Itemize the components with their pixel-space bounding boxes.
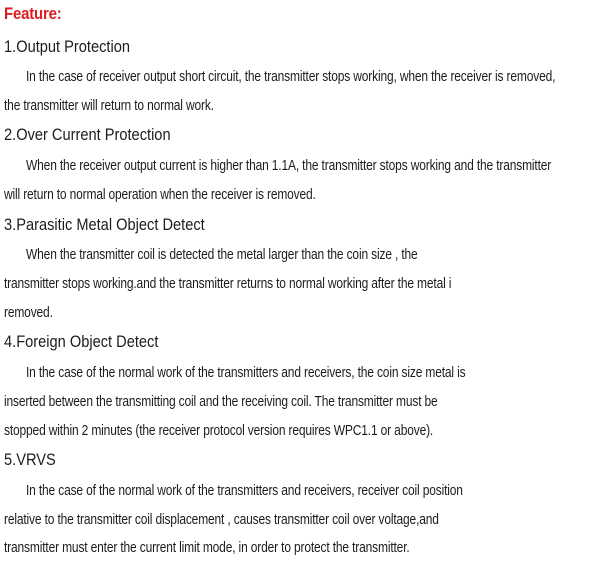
section-line: transmitter must enter the current limit mode, in order to protect the transmitter. bbox=[4, 539, 410, 556]
section-heading-output-protection: 1.Output Protection bbox=[4, 37, 130, 56]
section-line: stopped within 2 minutes (the receiver protocol version requires WPC1.1 or above). bbox=[4, 422, 434, 439]
section-line: the transmitter will return to normal work. bbox=[4, 97, 214, 114]
section-line: In the case of the normal work of the transmitters and receivers, receiver coil position bbox=[26, 482, 463, 499]
section-line: removed. bbox=[4, 304, 53, 321]
section-line: In the case of the normal work of the transmitters and receivers, the coin size metal is bbox=[26, 364, 466, 381]
feature-title: Feature: bbox=[4, 4, 62, 23]
section-heading-parasitic-metal-object-detect: 3.Parasitic Metal Object Detect bbox=[4, 215, 205, 234]
section-line: transmitter stops working.and the transmitter returns to normal working after the metal i bbox=[4, 275, 452, 292]
section-line: will return to normal operation when the receiver is removed. bbox=[4, 186, 316, 203]
section-line: In the case of receiver output short circuit, the transmitter stops working, when the receiver is removed, bbox=[26, 68, 556, 85]
section-heading-vrvs: 5.VRVS bbox=[4, 450, 56, 469]
section-line: When the transmitter coil is detected the metal larger than the coin size , the bbox=[26, 246, 418, 263]
section-line: relative to the transmitter coil displacement , causes transmitter coil over voltage,and bbox=[4, 511, 439, 528]
section-heading-foreign-object-detect: 4.Foreign Object Detect bbox=[4, 332, 159, 351]
section-heading-over-current-protection: 2.Over Current Protection bbox=[4, 125, 171, 144]
section-line: inserted between the transmitting coil and the receiving coil. The transmitter must be bbox=[4, 393, 438, 410]
section-line: When the receiver output current is higher than 1.1A, the transmitter stops working and the transmitter bbox=[26, 157, 552, 174]
